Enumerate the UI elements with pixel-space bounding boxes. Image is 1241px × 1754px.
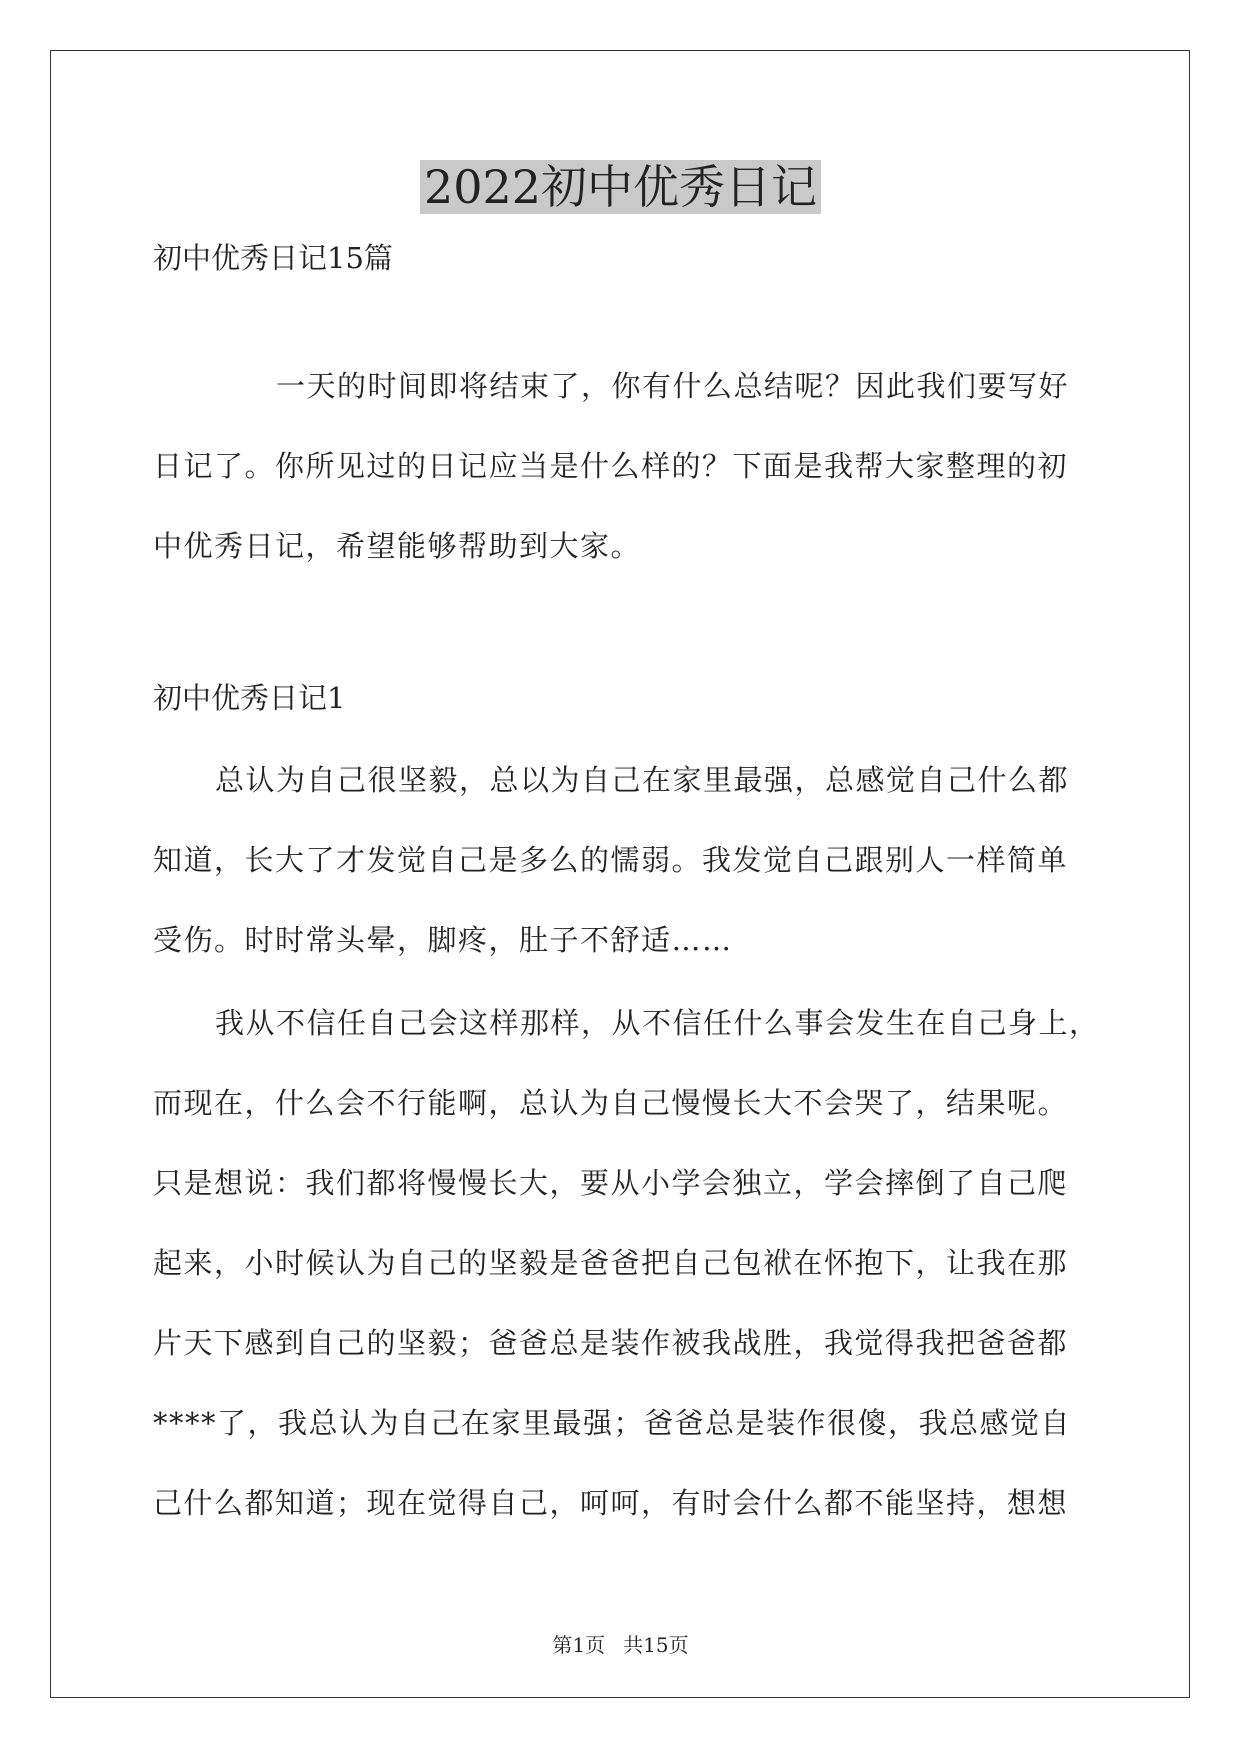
page-total: 共15页	[623, 1633, 689, 1657]
page-number: 第1页	[552, 1633, 606, 1657]
section-heading: 初中优秀日记1	[153, 681, 346, 715]
paragraph-line: 只是想说：我们都将慢慢长大，要从小学会独立，学会摔倒了自己爬	[153, 1166, 1069, 1200]
intro-line: 一天的时间即将结束了，你有什么总结呢？因此我们要写好	[276, 369, 1070, 403]
document-title-text: 2022初中优秀日记	[420, 160, 821, 214]
paragraph-line: ****了，我总认为自己在家里最强；爸爸总是装作很傻，我总感觉自	[153, 1406, 1072, 1440]
document-title	[0, 158, 1241, 216]
paragraph-line: 己什么都知道；现在觉得自己，呵呵，有时会什么都不能坚持，想想	[153, 1486, 1069, 1520]
page-footer	[0, 1633, 1241, 1657]
paragraph-line: 知道，长大了才发觉自己是多么的懦弱。我发觉自己跟别人一样简单	[153, 843, 1069, 877]
paragraph-line: 我从不信任自己会这样那样，从不信任什么事会发生在自己身上，	[215, 1006, 1100, 1040]
paragraph-line: 起来，小时候认为自己的坚毅是爸爸把自己包袱在怀抱下，让我在那	[153, 1246, 1069, 1280]
intro-line: 中优秀日记，希望能够帮助到大家。	[153, 529, 642, 563]
document-subtitle: 初中优秀日记15篇	[153, 241, 393, 275]
intro-line: 日记了。你所见过的日记应当是什么样的？下面是我帮大家整理的初	[153, 449, 1069, 483]
paragraph-line: 片天下感到自己的坚毅；爸爸总是装作被我战胜，我觉得我把爸爸都	[153, 1326, 1069, 1360]
paragraph-line: 总认为自己很坚毅，总以为自己在家里最强，总感觉自己什么都	[215, 763, 1070, 797]
body-paragraph-1	[153, 740, 1093, 980]
paragraph-line: 而现在，什么会不行能啊，总认为自己慢慢长大不会哭了，结果呢。	[153, 1086, 1069, 1120]
body-paragraph-2	[153, 983, 1100, 1543]
paragraph-line: 受伤。时时常头晕，脚疼，肚子不舒适……	[153, 923, 733, 957]
intro-paragraph	[153, 346, 1093, 586]
